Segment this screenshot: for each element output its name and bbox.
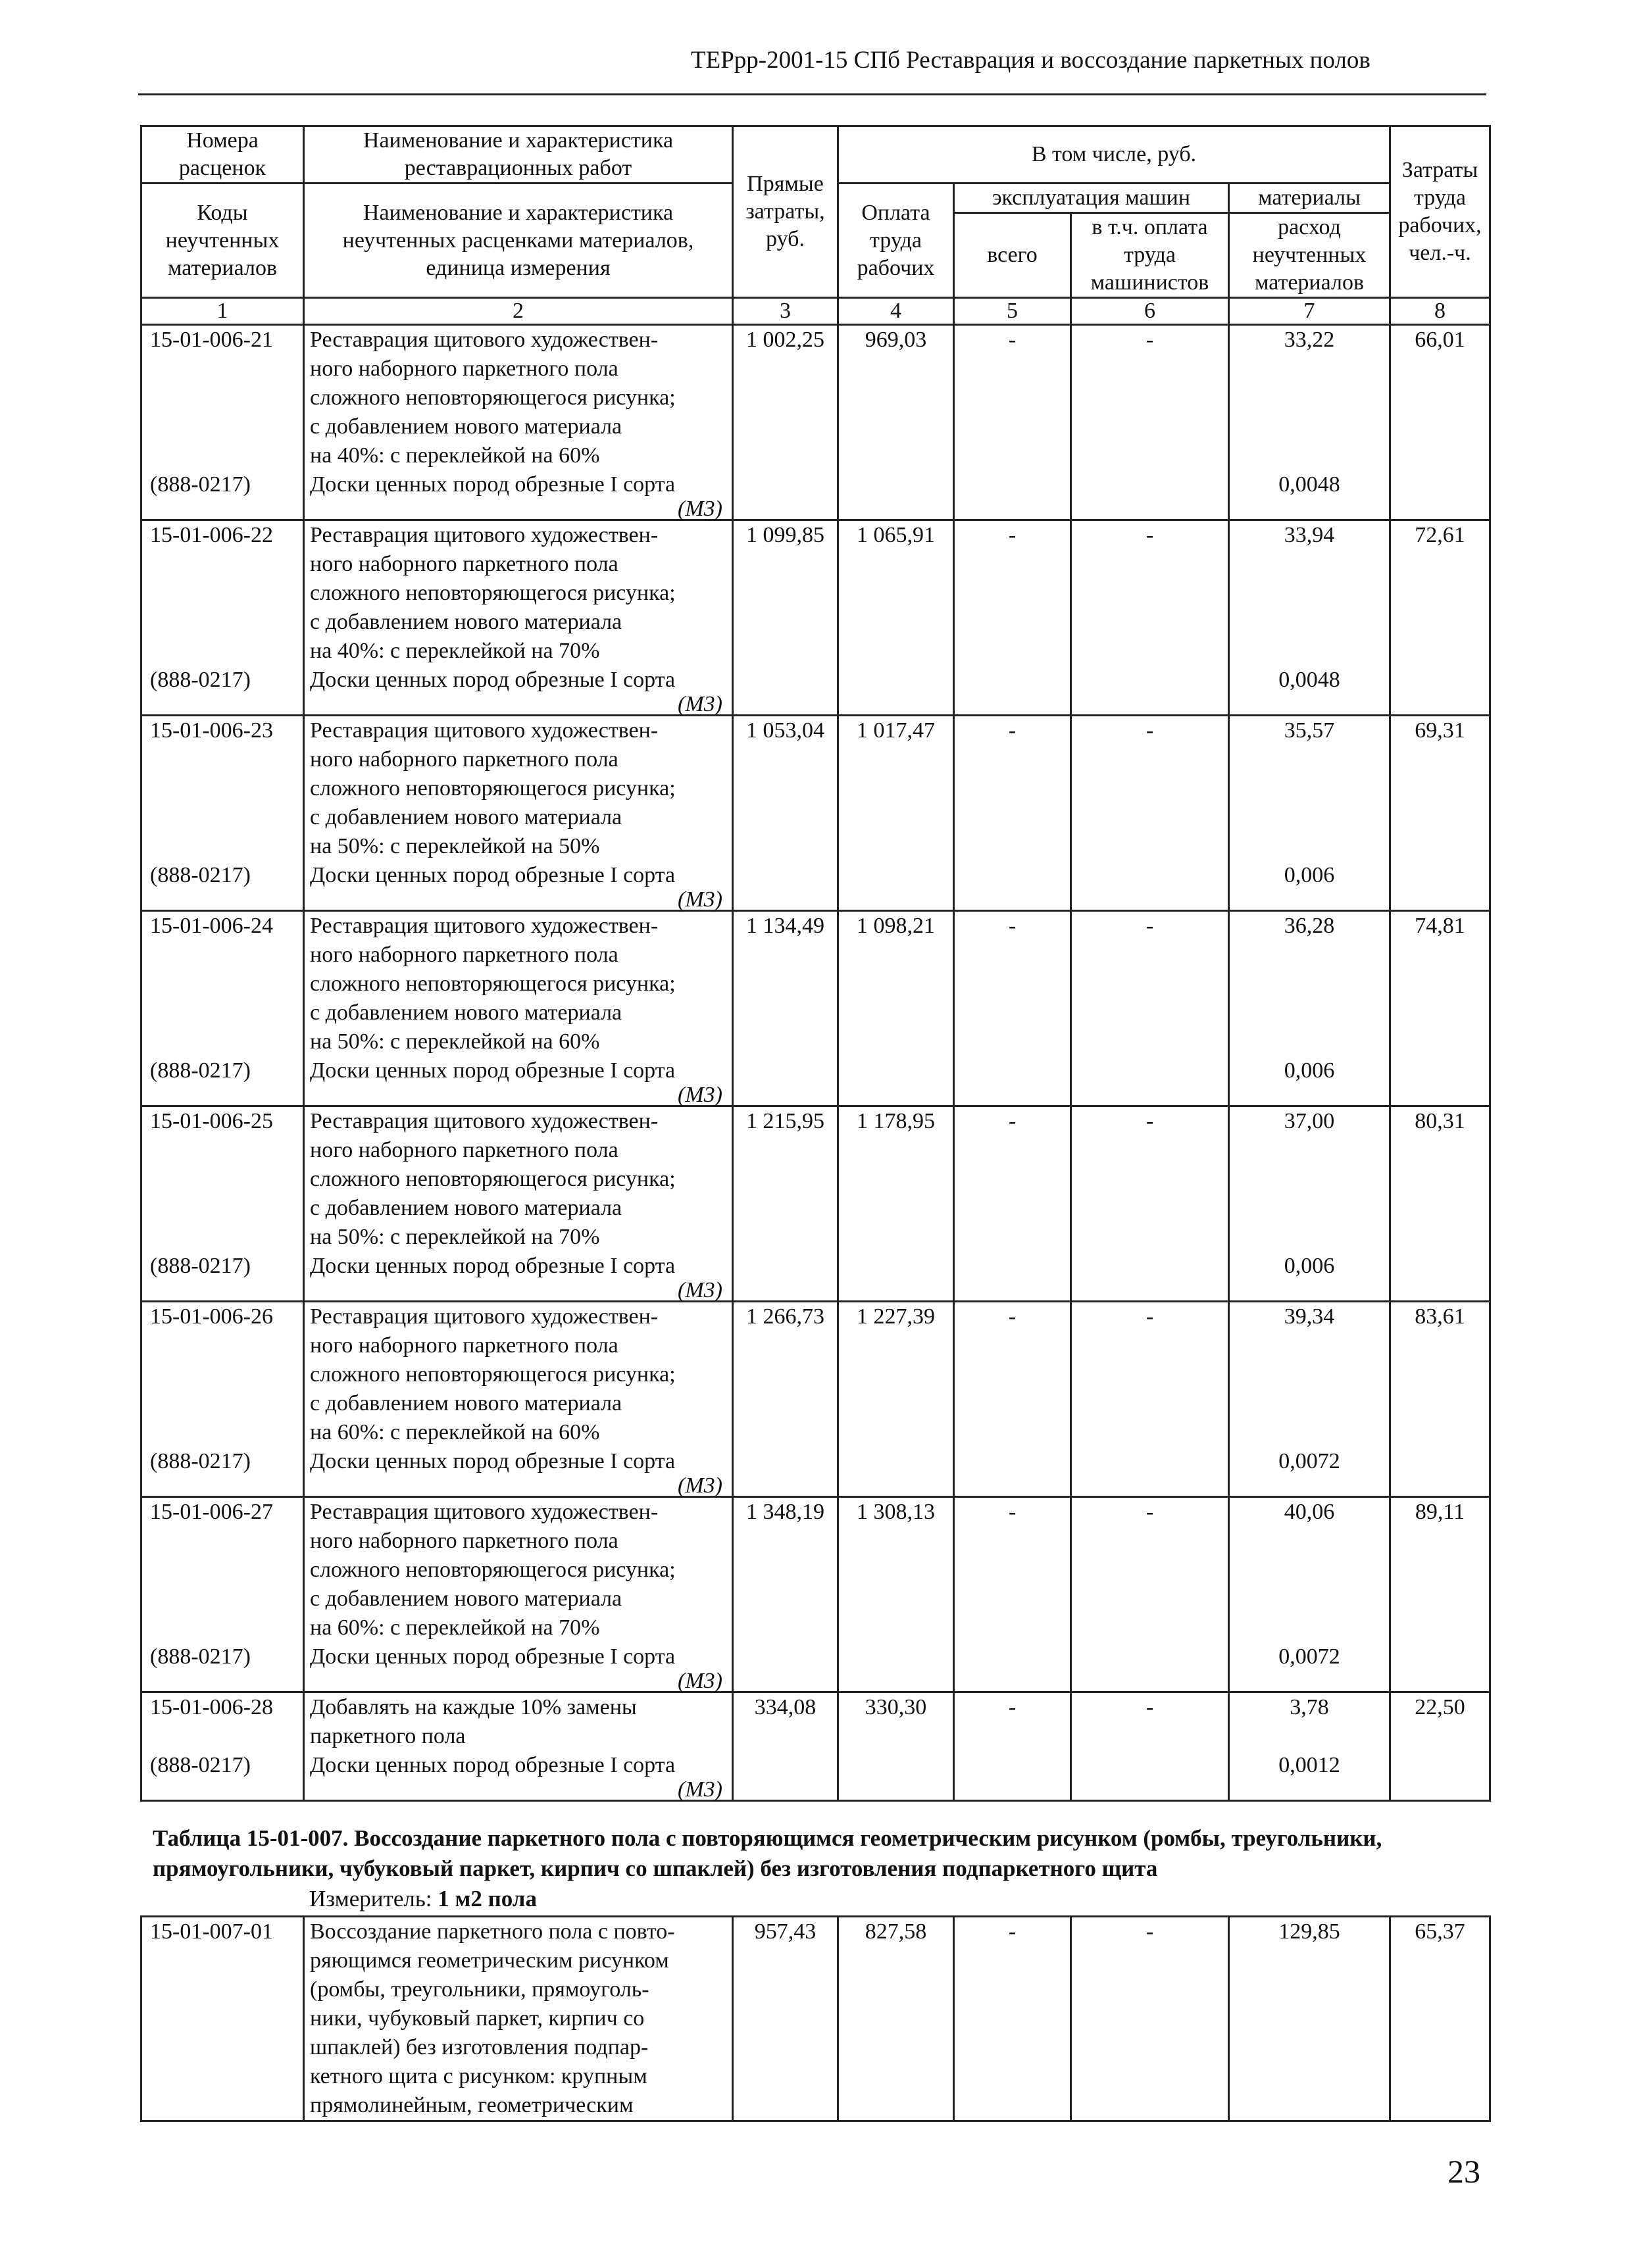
- value-materials: 40,06: [1284, 1500, 1335, 1524]
- work-description: [304, 1692, 733, 1801]
- description-line: ного наборного паркетного пола: [310, 747, 618, 772]
- description-line: Реставрация щитового художествен-: [310, 328, 659, 352]
- work-description: [304, 1497, 733, 1692]
- value-labor: 1 098,21: [838, 911, 954, 1106]
- material-name: Доски ценных пород обрезные I сорта: [310, 1753, 676, 1777]
- value-mach: -: [954, 716, 1071, 911]
- work-description: [304, 911, 733, 1106]
- table2-caption: Таблица 15-01-007. Воссоздание паркетного пола с повторяющимся геометрическим рисунком (ромбы, треугольники, прямоугольники, чубуковый паркет, кирпич со шпаклей) без изготовления подпаркетного щита: [153, 1825, 1382, 1881]
- value-mach-incl: -: [1071, 1106, 1229, 1302]
- material-unit: (М3): [678, 1777, 722, 1802]
- value-labor: 1 308,13: [838, 1497, 954, 1692]
- material-name: Доски ценных пород обрезные I сорта: [310, 1254, 676, 1278]
- column-number: 4: [838, 298, 954, 325]
- value-labor-hours: 22,50: [1390, 1692, 1490, 1801]
- material-name: Доски ценных пород обрезные I сорта: [310, 1449, 676, 1473]
- materials-cell: [1229, 325, 1390, 520]
- value-direct: 1 099,85: [733, 520, 838, 716]
- rate-code: 15-01-006-21: [150, 328, 273, 352]
- rate-code: 15-01-006-24: [150, 914, 273, 938]
- description-line: Реставрация щитового художествен-: [310, 1304, 659, 1329]
- description-line: шпаклей) без изготовления подпар-: [310, 2035, 649, 2059]
- table-row: [141, 1106, 1490, 1302]
- value-mach-incl: -: [1071, 520, 1229, 716]
- value-mach: -: [954, 1917, 1071, 2121]
- value-labor-hours: 72,61: [1390, 520, 1490, 716]
- value-mach-incl: -: [1071, 911, 1229, 1106]
- value-labor: 1 227,39: [838, 1302, 954, 1497]
- description-line: на 60%: с переклейкой на 70%: [310, 1615, 600, 1640]
- material-unit: (М3): [678, 1669, 722, 1693]
- value-direct: 334,08: [733, 1692, 838, 1801]
- value-mach: -: [954, 325, 1071, 520]
- value-mach: -: [954, 1106, 1071, 1302]
- rate-code: 15-01-006-22: [150, 523, 273, 547]
- work-description: [304, 325, 733, 520]
- description-line: Реставрация щитового художествен-: [310, 523, 659, 547]
- value-labor-hours: 74,81: [1390, 911, 1490, 1106]
- table2-measure: [309, 1886, 537, 1912]
- rate-code-cell: [141, 1497, 304, 1692]
- value-mach-incl: -: [1071, 325, 1229, 520]
- material-name: Доски ценных пород обрезные I сорта: [310, 472, 676, 497]
- description-line: ряющимся геометрическим рисунком: [310, 1948, 669, 1973]
- value-direct: 957,43: [733, 1917, 838, 2121]
- description-line: сложного неповторяющегося рисунка;: [310, 1362, 676, 1387]
- materials-cell: [1229, 911, 1390, 1106]
- page-number: 23: [1447, 2153, 1480, 2190]
- hdr-machines: эксплуатация машин: [954, 184, 1229, 213]
- work-description: [304, 1106, 733, 1302]
- description-line: на 60%: с переклейкой на 60%: [310, 1420, 600, 1444]
- measure-value: 1 м2 пола: [438, 1886, 537, 1911]
- material-quantity: 0,0048: [1278, 668, 1340, 692]
- header-rule: [138, 93, 1486, 95]
- description-line: ного наборного паркетного пола: [310, 1333, 618, 1358]
- description-line: сложного неповторяющегося рисунка;: [310, 1558, 676, 1582]
- description-line: паркетного пола: [310, 1724, 466, 1748]
- hdr-direct: Прямые затраты, руб.: [733, 126, 838, 298]
- work-description: [304, 716, 733, 911]
- work-description: [304, 1302, 733, 1497]
- material-name: Доски ценных пород обрезные I сорта: [310, 1058, 676, 1083]
- value-labor-hours: 65,37: [1390, 1917, 1490, 2121]
- description-line: с добавлением нового материала: [310, 1196, 622, 1220]
- value-materials: 35,57: [1284, 718, 1335, 743]
- hdr-mat-consumption: расход неучтенных материалов: [1229, 213, 1390, 298]
- material-code: (888-0217): [150, 1254, 251, 1278]
- value-materials: 129,85: [1278, 1919, 1340, 1944]
- rate-code-cell: [141, 520, 304, 716]
- value-direct: 1 134,49: [733, 911, 838, 1106]
- value-mach: -: [954, 520, 1071, 716]
- material-quantity: 0,0048: [1278, 472, 1340, 497]
- material-unit: (М3): [678, 1278, 722, 1302]
- column-number: 7: [1229, 298, 1390, 325]
- materials-cell: [1229, 716, 1390, 911]
- value-labor: 1 178,95: [838, 1106, 954, 1302]
- materials-cell: [1229, 1917, 1390, 2121]
- table-row: [141, 716, 1490, 911]
- rate-code-cell: [141, 1692, 304, 1801]
- material-code: (888-0217): [150, 472, 251, 497]
- material-name: Доски ценных пород обрезные I сорта: [310, 863, 676, 887]
- description-line: Реставрация щитового художествен-: [310, 914, 659, 938]
- description-line: кетного щита с рисунком: крупным: [310, 2064, 647, 2088]
- value-mach: -: [954, 1497, 1071, 1692]
- value-materials: 33,22: [1284, 328, 1335, 352]
- material-unit: (М3): [678, 497, 722, 521]
- rate-code-cell: [141, 716, 304, 911]
- column-number: 5: [954, 298, 1071, 325]
- rate-code: 15-01-006-23: [150, 718, 273, 743]
- value-labor-hours: 66,01: [1390, 325, 1490, 520]
- rate-code: 15-01-006-28: [150, 1695, 273, 1719]
- description-line: ного наборного паркетного пола: [310, 552, 618, 576]
- value-labor: 969,03: [838, 325, 954, 520]
- material-quantity: 0,0012: [1278, 1753, 1340, 1777]
- value-labor: 1 065,91: [838, 520, 954, 716]
- value-labor-hours: 80,31: [1390, 1106, 1490, 1302]
- hdr-including: В том числе, руб.: [838, 126, 1390, 184]
- material-unit: (М3): [678, 1473, 722, 1498]
- value-labor: 827,58: [838, 1917, 954, 2121]
- value-direct: 1 266,73: [733, 1302, 838, 1497]
- materials-cell: [1229, 1497, 1390, 1692]
- hdr-name2: Наименование и характеристика неучтенных расценками материалов, единица измерения: [304, 184, 733, 298]
- rate-code-cell: [141, 1302, 304, 1497]
- material-code: (888-0217): [150, 863, 251, 887]
- material-quantity: 0,006: [1284, 1254, 1335, 1278]
- value-materials: 33,94: [1284, 523, 1335, 547]
- material-name: Доски ценных пород обрезные I сорта: [310, 668, 676, 692]
- value-labor: 1 017,47: [838, 716, 954, 911]
- description-line: сложного неповторяющегося рисунка;: [310, 1167, 676, 1191]
- hdr-labor-cost: Затраты труда рабочих, чел.-ч.: [1390, 126, 1490, 298]
- description-line: с добавлением нового материала: [310, 414, 622, 439]
- value-mach: -: [954, 1302, 1071, 1497]
- description-line: на 50%: с переклейкой на 60%: [310, 1029, 600, 1054]
- hdr-materials: материалы: [1229, 184, 1390, 213]
- work-description: [304, 520, 733, 716]
- column-number: 2: [304, 298, 733, 325]
- materials-cell: [1229, 1302, 1390, 1497]
- hdr-rates-no: Номера расценок: [141, 126, 304, 184]
- rate-code: 15-01-007-01: [150, 1919, 273, 1944]
- material-unit: (М3): [678, 887, 722, 912]
- table-row: [141, 1302, 1490, 1497]
- hdr-labor-pay: Оплата труда рабочих: [838, 184, 954, 298]
- value-materials: 39,34: [1284, 1304, 1335, 1329]
- description-line: сложного неповторяющегося рисунка;: [310, 972, 676, 996]
- value-materials: 3,78: [1290, 1695, 1329, 1719]
- material-code: (888-0217): [150, 1058, 251, 1083]
- rate-code: 15-01-006-27: [150, 1500, 273, 1524]
- value-labor: 330,30: [838, 1692, 954, 1801]
- description-line: сложного неповторяющегося рисунка;: [310, 581, 676, 605]
- value-mach-incl: -: [1071, 1302, 1229, 1497]
- description-line: на 50%: с переклейкой на 50%: [310, 834, 600, 858]
- column-number: 6: [1071, 298, 1229, 325]
- materials-cell: [1229, 520, 1390, 716]
- materials-cell: [1229, 1106, 1390, 1302]
- material-unit: (М3): [678, 692, 722, 716]
- value-mach: -: [954, 911, 1071, 1106]
- rate-code: 15-01-006-26: [150, 1304, 273, 1329]
- rate-code-cell: [141, 1917, 304, 2121]
- material-code: (888-0217): [150, 1449, 251, 1473]
- rate-code: 15-01-006-25: [150, 1109, 273, 1133]
- description-line: с добавлением нового материала: [310, 1587, 622, 1611]
- description-line: на 40%: с переклейкой на 70%: [310, 639, 600, 663]
- column-number: 8: [1390, 298, 1490, 325]
- value-mach-incl: -: [1071, 1497, 1229, 1692]
- page-header-title: ТЕРрр-2001-15 СПб Реставрация и воссоздание паркетных полов: [691, 47, 1371, 74]
- material-code: (888-0217): [150, 1644, 251, 1669]
- value-mach: -: [954, 1692, 1071, 1801]
- materials-cell: [1229, 1692, 1390, 1801]
- rate-code-cell: [141, 1106, 304, 1302]
- material-quantity: 0,0072: [1278, 1644, 1340, 1669]
- description-line: Реставрация щитового художествен-: [310, 1500, 659, 1524]
- value-direct: 1 053,04: [733, 716, 838, 911]
- description-line: сложного неповторяющегося рисунка;: [310, 776, 676, 801]
- description-line: на 50%: с переклейкой на 70%: [310, 1225, 600, 1249]
- description-line: прямолинейным, геометрическим: [310, 2093, 634, 2117]
- value-labor-hours: 89,11: [1390, 1497, 1490, 1692]
- value-direct: 1 215,95: [733, 1106, 838, 1302]
- material-code: (888-0217): [150, 668, 251, 692]
- value-mach-incl: -: [1071, 716, 1229, 911]
- material-quantity: 0,006: [1284, 1058, 1335, 1083]
- table-row: [141, 1497, 1490, 1692]
- table2: [140, 1915, 1491, 2122]
- material-unit: (М3): [678, 1083, 722, 1107]
- rate-code-cell: [141, 325, 304, 520]
- table-row: [141, 1917, 1490, 2121]
- description-line: ники, чубуковый паркет, кирпич со: [310, 2006, 645, 2031]
- table-row: [141, 911, 1490, 1106]
- table-row: [141, 1692, 1490, 1801]
- description-line: ного наборного паркетного пола: [310, 1529, 618, 1553]
- rates-table: [140, 125, 1491, 1802]
- value-direct: 1 348,19: [733, 1497, 838, 1692]
- description-line: с добавлением нового материала: [310, 805, 622, 829]
- hdr-codes: Коды неучтенных материалов: [141, 184, 304, 298]
- value-materials: 36,28: [1284, 914, 1335, 938]
- description-line: Добавлять на каждые 10% замены: [310, 1695, 637, 1719]
- description-line: на 40%: с переклейкой на 60%: [310, 443, 600, 468]
- value-labor-hours: 83,61: [1390, 1302, 1490, 1497]
- measure-label: Измеритель:: [309, 1886, 432, 1911]
- table-row: [141, 520, 1490, 716]
- table-row: [141, 325, 1490, 520]
- description-line: ного наборного паркетного пола: [310, 357, 618, 381]
- description-line: ного наборного паркетного пола: [310, 943, 618, 967]
- material-code: (888-0217): [150, 1753, 251, 1777]
- column-number: 1: [141, 298, 304, 325]
- material-quantity: 0,0072: [1278, 1449, 1340, 1473]
- value-mach-incl: -: [1071, 1692, 1229, 1801]
- description-line: ного наборного паркетного пола: [310, 1138, 618, 1162]
- hdr-total: всего: [954, 213, 1071, 298]
- value-materials: 37,00: [1284, 1109, 1335, 1133]
- material-quantity: 0,006: [1284, 863, 1335, 887]
- material-name: Доски ценных пород обрезные I сорта: [310, 1644, 676, 1669]
- hdr-incl-machinists: в т.ч. оплата труда машинистов: [1071, 213, 1229, 298]
- description-line: с добавлением нового материала: [310, 1391, 622, 1416]
- description-line: с добавлением нового материала: [310, 610, 622, 634]
- description-line: с добавлением нового материала: [310, 1000, 622, 1025]
- rate-code-cell: [141, 911, 304, 1106]
- value-mach-incl: -: [1071, 1917, 1229, 2121]
- description-line: сложного неповторяющегося рисунка;: [310, 385, 676, 410]
- value-direct: 1 002,25: [733, 325, 838, 520]
- description-line: (ромбы, треугольники, прямоуголь-: [310, 1977, 649, 2002]
- description-line: Реставрация щитового художествен-: [310, 1109, 659, 1133]
- work-description: [304, 1917, 733, 2121]
- description-line: Реставрация щитового художествен-: [310, 718, 659, 743]
- column-number: 3: [733, 298, 838, 325]
- hdr-name: Наименование и характеристика реставрационных работ: [304, 126, 733, 184]
- value-labor-hours: 69,31: [1390, 716, 1490, 911]
- description-line: Воссоздание паркетного пола с повто-: [310, 1919, 675, 1944]
